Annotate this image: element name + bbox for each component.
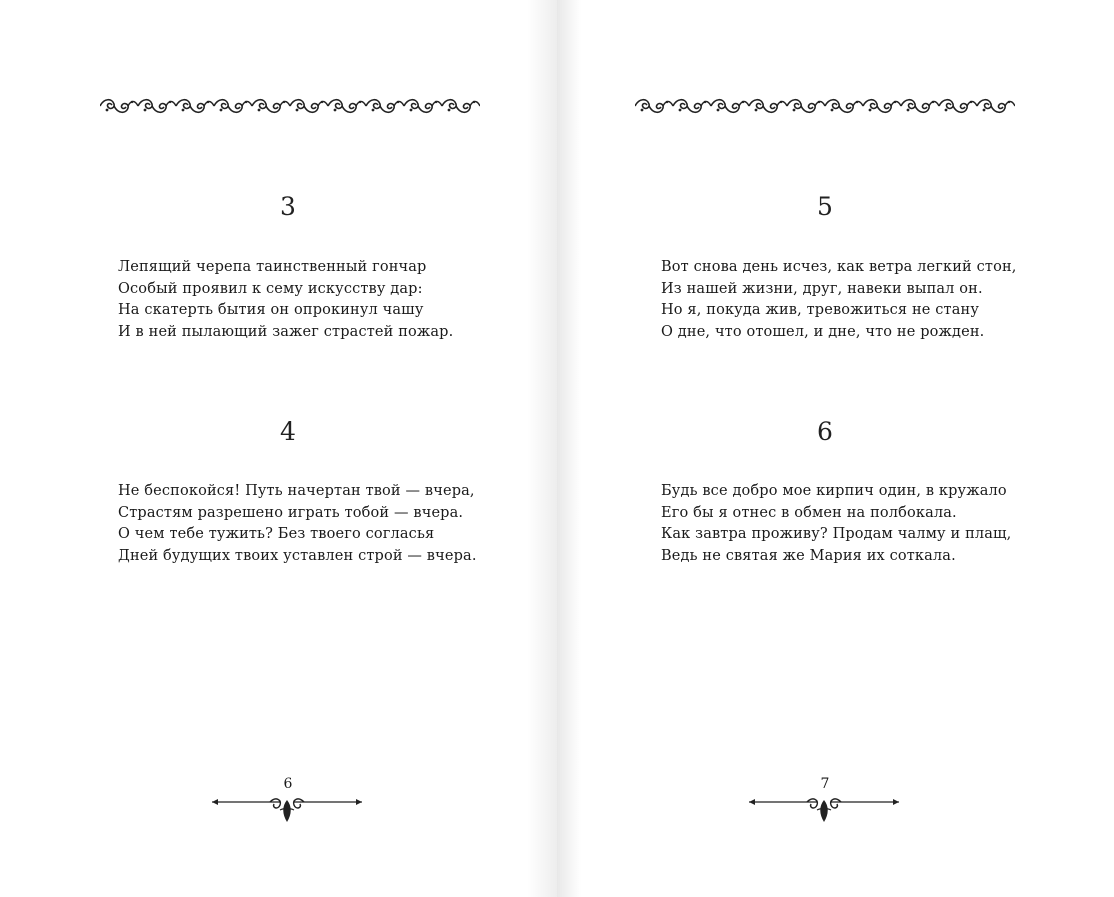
- poem-stanza: [661, 481, 1011, 567]
- poem-line: Как завтра проживу? Продам чалму и плащ,: [661, 526, 1012, 542]
- page-number: 6: [283, 776, 293, 792]
- scroll-vine-ornament-icon: [100, 92, 480, 120]
- poem-line: Дней будущих твоих уставлен строй — вчера.: [118, 547, 477, 564]
- poem-stanza: [118, 257, 453, 343]
- poem-line: Из нашей жизни, друг, навеки выпал он.: [661, 280, 983, 297]
- poem-line: Его бы я отнес в обмен на полбокала.: [661, 504, 957, 521]
- poem-number: 6: [817, 417, 833, 446]
- fleuron-rule-ornament-icon: [210, 792, 366, 826]
- poem-line: И в ней пылающий зажег страстей пожар.: [118, 323, 454, 340]
- poem-line: На скатерть бытия он опрокинул чашу: [118, 302, 424, 318]
- poem-line: Ведь не святая же Мария их соткала.: [661, 547, 956, 564]
- poem-line: О дне, что отошел, и дне, что не рожден.: [661, 323, 985, 340]
- poem-stanza: [661, 257, 1017, 343]
- poem-line: Особый проявил к сему искусству дар:: [118, 280, 423, 297]
- poem-line: Лепящий черепа таинственный гончар: [118, 259, 427, 275]
- right-page: [557, 0, 1114, 897]
- poem-number: 3: [280, 192, 296, 221]
- page-number: 7: [820, 776, 830, 792]
- scroll-vine-ornament-icon: [635, 92, 1015, 120]
- gutter-shadow: [557, 0, 581, 897]
- poem-line: Вот снова день исчез, как ветра легкий стон,: [661, 259, 1017, 275]
- gutter-shadow: [527, 0, 557, 897]
- poem-stanza: [118, 481, 477, 567]
- poem-line: Не беспокойся! Путь начертан твой — вчера,: [118, 483, 475, 499]
- fleuron-rule-ornament-icon: [747, 792, 903, 826]
- poem-line: Страстям разрешено играть тобой — вчера.: [118, 504, 464, 521]
- poem-number: 4: [280, 417, 296, 446]
- poem-line: О чем тебе тужить? Без твоего согласья: [118, 526, 435, 542]
- poem-line: Будь все добро мое кирпич один, в кружало: [661, 483, 1007, 499]
- poem-line: Но я, покуда жив, тревожиться не стану: [661, 302, 980, 318]
- poem-number: 5: [817, 192, 833, 221]
